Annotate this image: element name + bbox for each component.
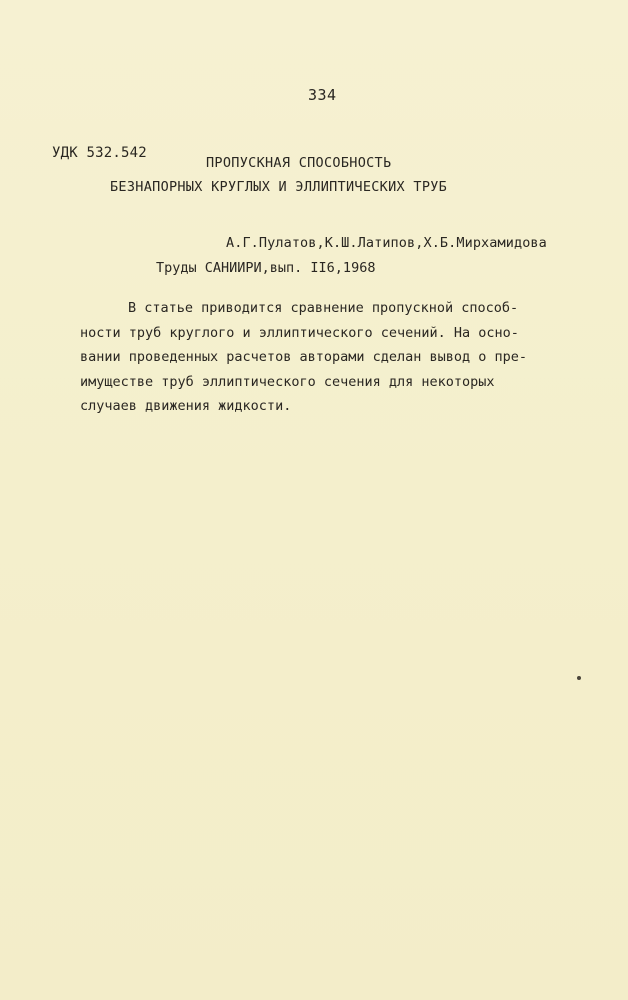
page-number: 334 [308, 86, 337, 104]
abstract-line: ности труб круглого и эллиптического сечений. На осно- [80, 324, 519, 341]
article-title-line-1: ПРОПУСКНАЯ СПОСОБНОСТЬ [206, 155, 392, 171]
abstract-line: имуществе труб эллиптического сечения для некоторых [80, 373, 495, 390]
article-title-line-2: БЕЗНАПОРНЫХ КРУГЛЫХ И ЭЛЛИПТИЧЕСКИХ ТРУБ [110, 179, 448, 195]
authors: А.Г.Пулатов,К.Ш.Латипов,Х.Б.Мирхамидова [226, 235, 547, 251]
publication-source: Труды САНИИРИ,вып. II6,1968 [156, 260, 376, 276]
udk-code: УДК 532.542 [52, 145, 147, 161]
paper-speck [577, 676, 581, 680]
abstract-line: В статье приводится сравнение пропускной способ- [128, 300, 519, 316]
abstract-paragraph [80, 296, 600, 419]
abstract-line: вании проведенных расчетов авторами сделан вывод о пре- [80, 349, 528, 365]
abstract-line: случаев движения жидкости. [80, 398, 292, 414]
